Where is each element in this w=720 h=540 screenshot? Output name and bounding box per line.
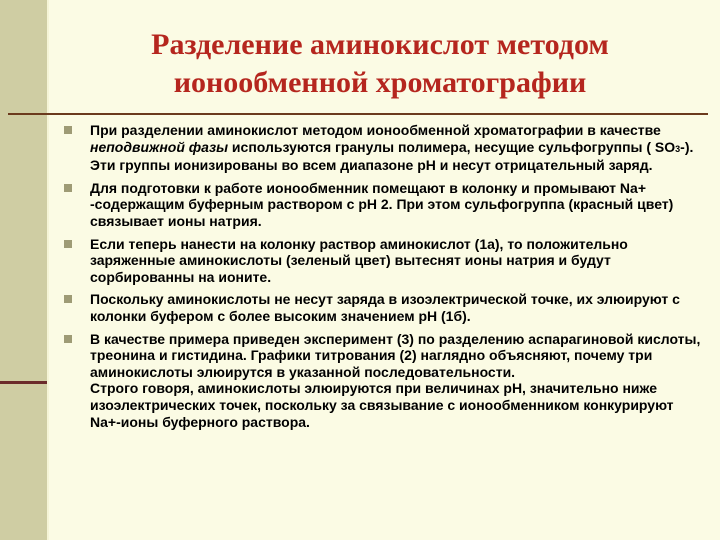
square-bullet-icon <box>64 126 72 134</box>
bullet-list <box>62 122 702 436</box>
list-item <box>62 180 702 230</box>
square-bullet-icon <box>64 295 72 303</box>
list-item <box>62 236 702 286</box>
square-bullet-icon <box>64 240 72 248</box>
item-text-italic: неподвижной фазы <box>90 138 229 155</box>
item-text <box>90 122 702 174</box>
slide-title <box>60 26 700 102</box>
title-line-1: Разделение аминокислот методом <box>151 28 609 61</box>
square-bullet-icon <box>64 335 72 343</box>
item-text: Для подготовки к работе ионообменник помещают в колонку и промывают Na+ -содержащим буферным раствором с рН 2. При этом сульфогруппа (красный цвет) связывает ионы натрия. <box>90 179 674 229</box>
item-text-subscript: 3 <box>675 143 681 154</box>
item-text-part: При разделении аминокислот методом ионообменной хроматографии в качестве <box>90 122 661 138</box>
item-text: В качестве примера приведен эксперимент (3) по разделению аспарагиновой кислоты, треонина и гистидина. Графики титрования (2) наглядно объясняют, почему три аминокислоты элюирутся в указанной последовательности. <box>90 330 701 380</box>
item-text: Если теперь нанести на колонку раствор аминокислот (1а), то положительно заряженные аминокислоты (зеленый цвет) вытеснят ионы натрия и будут сорбированны на ионите. <box>90 235 628 285</box>
side-decoration-line <box>47 0 49 540</box>
item-text: Поскольку аминокислоты не несут заряда в изоэлектрической точке, их элюируют с колонки буфером с более высоким значением рН (1б). <box>90 291 680 324</box>
side-divider <box>0 381 47 384</box>
list-item <box>62 291 702 324</box>
list-item <box>62 331 702 431</box>
title-line-2: ионообменной хроматографии <box>173 66 587 99</box>
title-divider <box>8 113 708 115</box>
list-item <box>62 122 702 174</box>
side-decoration-bar <box>0 0 47 540</box>
item-text-continuation: Строго говоря, аминокислоты элюируются при величинах рН, значительно ниже изоэлектрических точек, поскольку за связывание с ионообменником конкурируют Na+-ионы буферного раствора. <box>90 380 674 430</box>
item-text-part: используются гранулы полимера, несущие сульфогруппы ( SO <box>228 138 676 155</box>
square-bullet-icon <box>64 184 72 192</box>
item-text-part: -). Эти группы ионизированы во всем диапазоне рН и несут отрицательный заряд. <box>90 138 694 174</box>
